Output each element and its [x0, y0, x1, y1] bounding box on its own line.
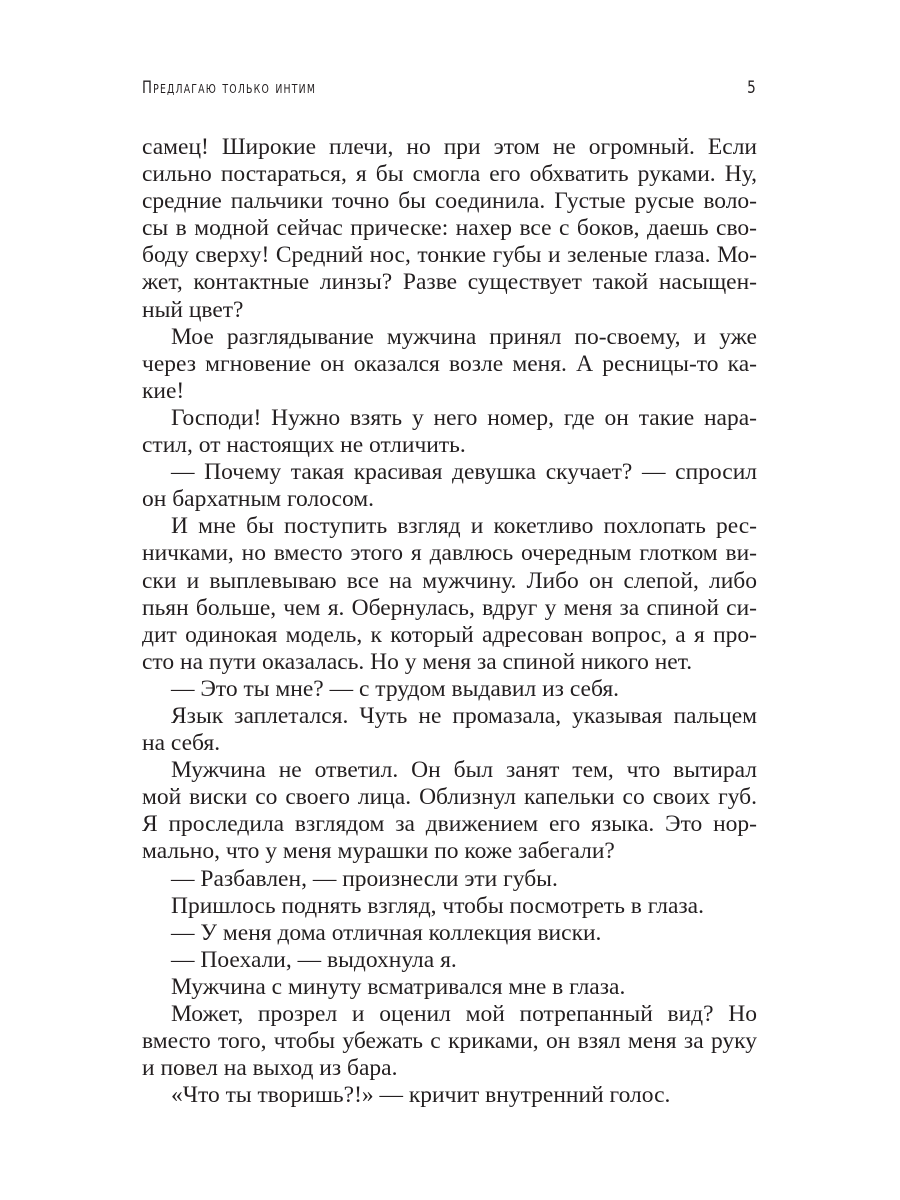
text-line: Мужчина с минуту всматривался мне в глаза.: [171, 973, 626, 1000]
paragraph: [142, 974, 757, 1001]
text-line: Мужчина не ответил. Он был занят тем, что вытирал: [171, 757, 757, 784]
text-line: — Это ты мне? — с трудом выдавил из себя.: [171, 675, 620, 702]
paragraph: [142, 920, 757, 947]
running-title: Предлагаю только интим: [142, 78, 317, 98]
paragraph: [142, 703, 757, 757]
text-line: ски и выплевываю все на мужчину. Либо он слепой, либо: [142, 567, 757, 594]
text-line: Язык заплетался. Чуть не промазала, указывая пальцем: [171, 702, 757, 729]
text-line: самец! Широкие плечи, но при этом не огромный. Если: [142, 134, 757, 160]
paragraph: [142, 459, 757, 513]
text-line: Господи! Нужно взять у него номер, где он такие нара-: [171, 404, 757, 431]
text-line: ничками, но вместо этого я давлюсь очередным глотком ви-: [142, 540, 757, 567]
text-line: сто на пути оказалась. Но у меня за спиной никого нет.: [142, 648, 693, 675]
text-line: Пришлось поднять взгляд, чтобы посмотреть в глаза.: [171, 892, 704, 919]
text-line: — Поехали, — выдохнула я.: [171, 946, 457, 973]
paragraph: [142, 1001, 757, 1082]
paragraph: [142, 324, 757, 405]
text-line: жет, контактные линзы? Разве существует такой насыщен-: [142, 269, 757, 296]
text-line: сы в модной сейчас прическе: нахер все с боков, даешь сво-: [142, 215, 757, 242]
text-line: пьян больше, чем я. Обернулась, вдруг у меня за спиной си-: [142, 594, 757, 621]
text-line: — Разбавлен, — произнесли эти губы.: [171, 865, 558, 892]
text-line: мально, что у меня мурашки по коже забегали?: [142, 838, 615, 865]
paragraph: [142, 405, 757, 459]
text-line: — Почему такая красивая девушка скучает? — спросил: [171, 459, 757, 486]
text-line: он бархатным голосом.: [142, 486, 375, 513]
text-line: ный цвет?: [142, 296, 244, 323]
text-line: мой виски со своего лица. Облизнул капельки со своих губ.: [142, 784, 757, 811]
paragraph: [142, 513, 757, 676]
paragraph: [142, 134, 757, 324]
text-line: через мгновение он оказался возле меня. А ресницы-то ка-: [142, 350, 757, 377]
text-line: дит одинокая модель, к который адресован вопрос, а я про-: [142, 621, 757, 648]
running-header: [142, 78, 757, 108]
text-line: на себя.: [142, 730, 221, 757]
text-line: кие!: [142, 377, 185, 404]
paragraph: [142, 676, 757, 703]
body-text: [142, 134, 757, 1109]
text-line: И мне бы поступить взгляд и кокетливо похлопать рес-: [171, 513, 757, 540]
text-line: стил, от настоящих не отличить.: [142, 432, 466, 459]
text-line: Мое разглядывание мужчина принял по-своему, и уже: [171, 323, 757, 350]
page-number: 5: [747, 78, 756, 98]
text-line: вместо того, чтобы убежать с криками, он взял меня за руку: [142, 1028, 757, 1055]
paragraph: [142, 757, 757, 865]
text-line: — У меня дома отличная коллекция виски.: [171, 919, 602, 946]
text-line: сильно постараться, я бы смогла его обхватить руками. Ну,: [142, 161, 757, 188]
paragraph: [142, 866, 757, 893]
text-line: боду сверху! Средний нос, тонкие губы и зеленые глаза. Мо-: [142, 242, 757, 269]
text-line: и повел на выход из бара.: [142, 1055, 398, 1082]
paragraph: [142, 893, 757, 920]
paragraph: [142, 947, 757, 974]
text-line: Может, прозрел и оценил мой потрепанный вид? Но: [171, 1001, 757, 1027]
text-line: «Что ты творишь?!» — кричит внутренний голос.: [171, 1082, 671, 1109]
paragraph: [142, 1082, 757, 1109]
text-line: средние пальчики точно бы соединила. Густые русые воло-: [142, 188, 757, 215]
text-line: Я проследила взглядом за движением его языка. Это нор-: [142, 811, 757, 838]
